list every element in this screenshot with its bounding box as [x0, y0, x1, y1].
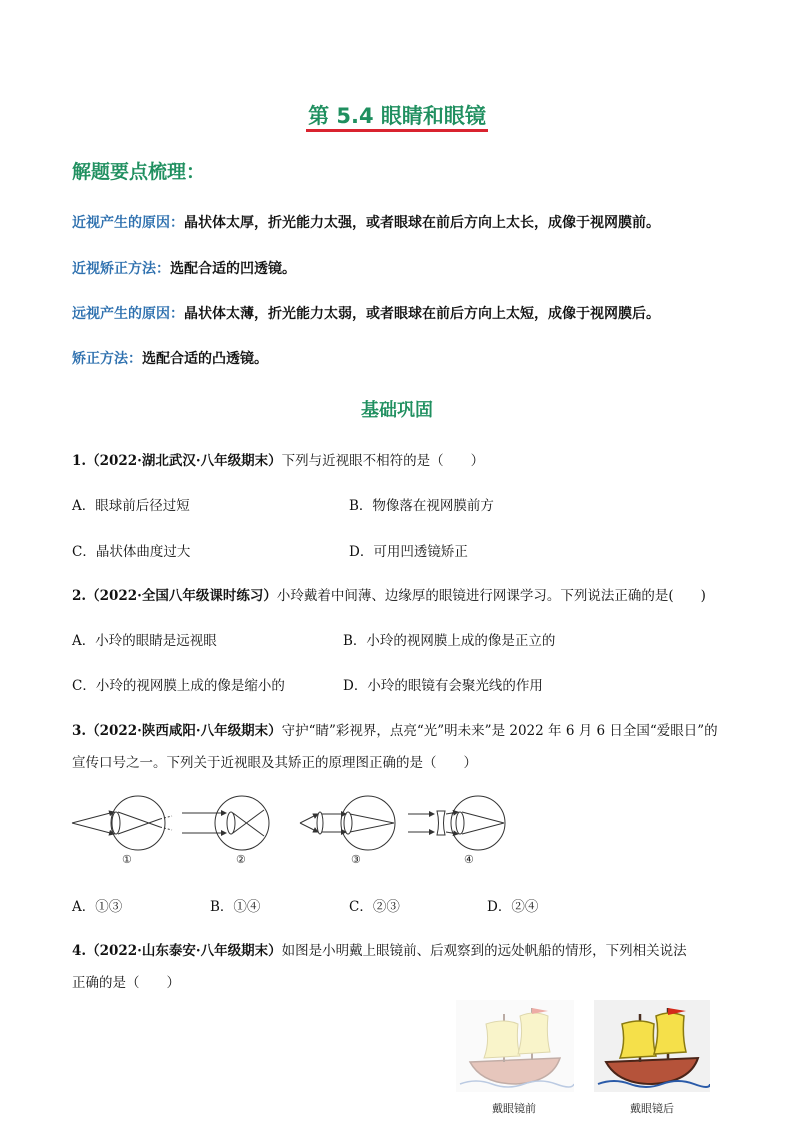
question-source: （2022·陕西咸阳·八年级期末） — [86, 723, 282, 739]
image-caption-after: 戴眼镜后 — [630, 1102, 674, 1115]
point-text: 晶状体太厚，折光能力太强，或者眼球在前后方向上太长，成像于视网膜前。 — [184, 215, 660, 231]
question-source: （2022·湖北武汉·八年级期末） — [86, 453, 282, 469]
option-c: C．晶状体曲度过大 — [72, 544, 191, 560]
option-d: D．可用凹透镜矫正 — [349, 544, 468, 560]
point-text: 选配合适的凹透镜。 — [170, 261, 296, 277]
option-a: A．眼球前后径过短 — [72, 498, 190, 514]
question-3-line2: 宣传口号之一。下列关于近视眼及其矫正的原理图正确的是（ ） — [72, 755, 477, 771]
option-a: A．①③ — [72, 899, 123, 915]
option-d: D．小玲的眼镜有会聚光线的作用 — [343, 678, 543, 694]
section-heading-points: 解题要点梳理： — [72, 161, 206, 183]
eye-diagram-1 — [72, 796, 172, 850]
point-item — [72, 212, 660, 232]
question-text: 下列与近视眼不相符的是（ ） — [281, 453, 485, 469]
point-item — [72, 348, 268, 368]
eye-diagram-4 — [408, 796, 505, 850]
figure-label-1: ① — [122, 853, 132, 866]
eye-diagram-3 — [300, 796, 395, 850]
question-text: 小玲戴着中间薄、边缘厚的眼镜进行网课学习。下列说法正确的是( ) — [276, 588, 706, 604]
section-heading-basic: 基础巩固 — [361, 400, 433, 421]
point-label: 远视产生的原因： — [72, 306, 184, 322]
figure-label-4: ④ — [464, 853, 474, 866]
image-caption-before: 戴眼镜前 — [492, 1102, 536, 1115]
question-4-line2: 正确的是（ ） — [72, 975, 180, 991]
option-a: A．小玲的眼睛是远视眼 — [72, 633, 217, 649]
question-text: 守护“睛”彩视界，点亮“光”明未来”是 2022 年 6 月 6 日全国“爱眼日”的 — [281, 723, 718, 739]
point-text: 晶状体太薄，折光能力太弱，或者眼球在前后方向上太短，成像于视网膜后。 — [184, 306, 660, 322]
question-number: 2. — [72, 588, 87, 604]
page-title: 第 5.4 眼睛和眼镜 — [0, 100, 794, 130]
point-item — [72, 303, 660, 323]
option-c: C．小玲的视网膜上成的像是缩小的 — [72, 678, 285, 694]
blurry-ship-image — [456, 1000, 574, 1092]
question-2 — [72, 584, 706, 604]
point-label: 近视矫正方法： — [72, 261, 170, 277]
eye-diagram-2 — [182, 796, 269, 850]
question-number: 4. — [72, 943, 87, 959]
point-label: 矫正方法： — [72, 351, 142, 367]
clear-ship-image — [594, 1000, 710, 1092]
question-3 — [72, 719, 718, 739]
figure-label-3: ③ — [351, 853, 361, 866]
option-b: B．小玲的视网膜上成的像是正立的 — [343, 633, 556, 649]
option-c: C．②③ — [349, 899, 400, 915]
option-d: D．②④ — [487, 899, 539, 915]
eye-diagrams-figure — [68, 792, 513, 854]
question-text: 如图是小明戴上眼镜前、后观察到的远处帆船的情形，下列相关说法 — [281, 943, 687, 959]
option-b: B．①④ — [210, 899, 261, 915]
question-source: （2022·山东泰安·八年级期末） — [86, 943, 282, 959]
question-1 — [72, 449, 484, 469]
option-b: B．物像落在视网膜前方 — [349, 498, 494, 514]
question-number: 1. — [72, 453, 87, 469]
point-label: 近视产生的原因： — [72, 215, 184, 231]
question-number: 3. — [72, 723, 87, 739]
figure-label-2: ② — [236, 853, 246, 866]
question-4 — [72, 939, 687, 959]
question-source: （2022·全国八年级课时练习） — [86, 588, 277, 604]
point-text: 选配合适的凸透镜。 — [142, 351, 268, 367]
point-item — [72, 258, 296, 278]
